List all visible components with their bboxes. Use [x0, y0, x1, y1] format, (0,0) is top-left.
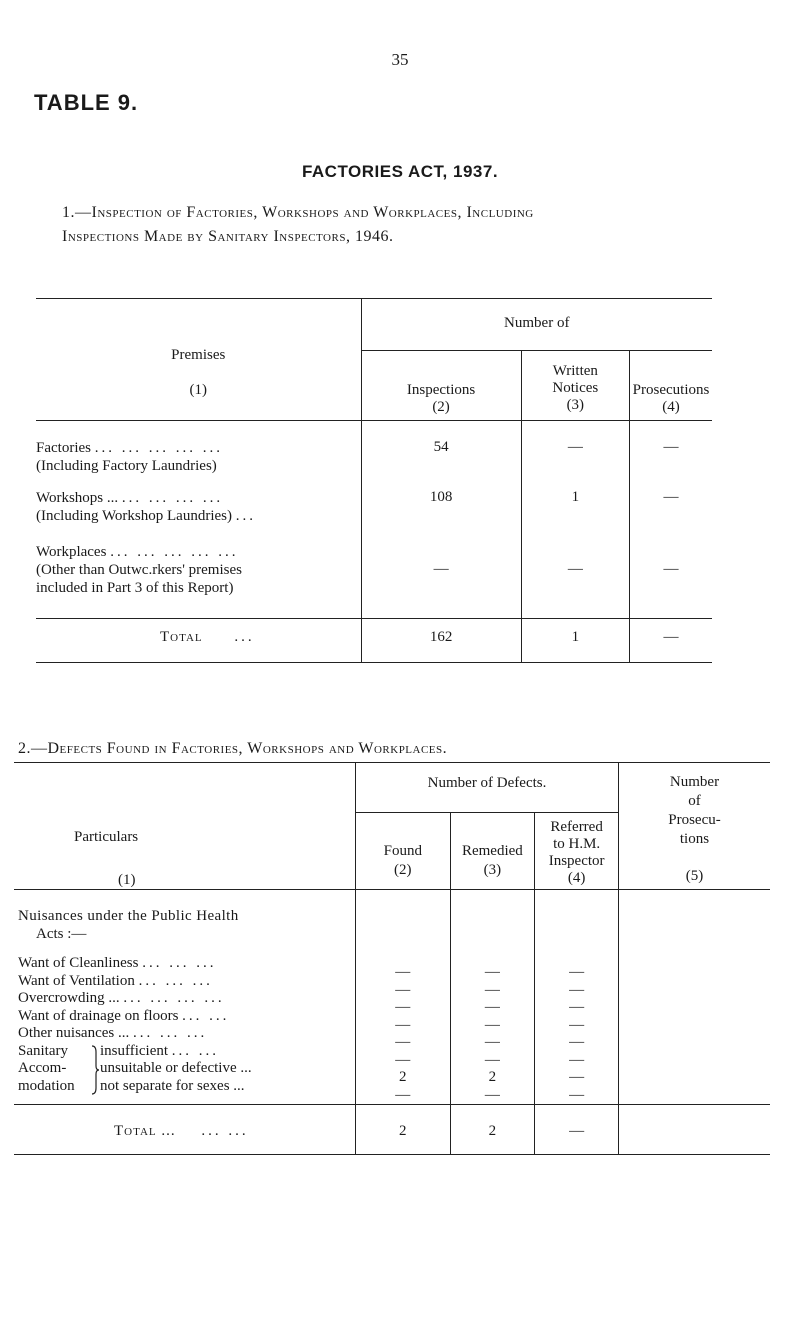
- cell-found: 2: [399, 1069, 407, 1085]
- total-found: 2: [356, 1105, 450, 1155]
- referred-label-3: Inspector: [548, 852, 605, 869]
- accom-label: Accom-: [18, 1060, 67, 1076]
- total-notices: 1: [521, 619, 629, 663]
- cell-referred: —: [569, 1034, 585, 1050]
- remedied-num: (3): [483, 861, 502, 878]
- cell-prosecutions: —: [630, 477, 712, 537]
- total-row: [14, 1105, 770, 1155]
- prosecutions-header: [618, 763, 770, 890]
- sanitary-label: Sanitary: [18, 1042, 68, 1059]
- cell-found: —: [395, 1086, 411, 1103]
- found-column: [356, 890, 450, 1105]
- written-notices-label-1: Written: [552, 363, 598, 379]
- section1-title: [62, 201, 762, 249]
- prosecutions-label: Prosecutions: [632, 382, 710, 398]
- cell-referred: —: [569, 981, 585, 998]
- defects-table: [14, 762, 770, 1155]
- particulars-column: [14, 890, 356, 1105]
- cell-inspections: 54: [361, 421, 521, 477]
- cell-inspections: —: [361, 537, 521, 619]
- table-row: [36, 421, 712, 477]
- cell-remedied: —: [484, 999, 500, 1015]
- cell-referred: —: [569, 1051, 585, 1068]
- total-prosecutions: [618, 1105, 770, 1155]
- cell-notices: 1: [521, 477, 629, 537]
- cell-prosecutions: —: [630, 537, 712, 619]
- cell-remedied: —: [484, 1051, 500, 1068]
- inspections-table: [36, 298, 712, 663]
- number-of-header: [361, 299, 712, 351]
- list-item: Other nuisances ... ... ... ...: [18, 1025, 208, 1041]
- prosecutions-num: (5): [685, 868, 704, 884]
- cell-prosecutions: —: [630, 421, 712, 477]
- cell-found: —: [395, 981, 411, 998]
- cell-referred: —: [569, 1069, 585, 1085]
- cell-remedied: —: [484, 1016, 500, 1033]
- remedied-label: Remedied: [461, 842, 523, 859]
- referred-label-1: Referred: [550, 818, 603, 835]
- cell-remedied: —: [484, 1086, 500, 1103]
- total-inspections: 162: [361, 619, 521, 663]
- list-item: Want of Ventilation ... ... ...: [18, 972, 213, 989]
- nuisances-heading-1: Nuisances under the Public Health: [18, 908, 239, 924]
- written-notices-num: (3): [566, 397, 585, 413]
- cell-found: —: [395, 1034, 411, 1050]
- prosecutions-header: [630, 351, 712, 421]
- cell-notices: —: [521, 421, 629, 477]
- cell-referred: —: [569, 999, 585, 1015]
- number-of-defects-label: Number of Defects.: [427, 775, 547, 791]
- brace-icon: [90, 1044, 100, 1096]
- number-of-label: Number of: [504, 315, 570, 331]
- prosecutions-label-2: of: [688, 793, 701, 809]
- row-sublabel-2: included in Part 3 of this Report): [36, 579, 234, 596]
- cell-remedied: —: [484, 1034, 500, 1050]
- total-row: [36, 619, 712, 663]
- prosecutions-num: (4): [662, 399, 680, 415]
- act-title: FACTORIES ACT, 1937.: [301, 162, 499, 181]
- section1-title-line1: 1.—Inspection of Factories, Workshops and Workplaces, Including: [62, 204, 534, 221]
- written-notices-label-2: Notices: [552, 380, 599, 396]
- particulars-header: [14, 763, 356, 890]
- referred-num: (4): [567, 869, 586, 886]
- found-num: (2): [394, 861, 412, 878]
- row-label: Workshops ... ... ... ... ...: [36, 489, 224, 506]
- prosecutions-column: [618, 890, 770, 1105]
- cell-referred: —: [569, 1016, 585, 1033]
- particulars-label: Particulars: [74, 829, 139, 845]
- cell-inspections: 108: [361, 477, 521, 537]
- list-item: Want of drainage on floors ... ...: [18, 1007, 230, 1024]
- cell-remedied: 2: [488, 1069, 497, 1085]
- prosecutions-label-3: Prosecu-: [668, 812, 721, 828]
- cell-found: —: [395, 964, 411, 980]
- referred-column: [535, 890, 619, 1105]
- total-label: Total ... ... ...: [114, 1123, 249, 1139]
- particulars-num: (1): [118, 872, 136, 888]
- prosecutions-label-4: tions: [679, 831, 710, 847]
- cell-referred: —: [569, 1086, 585, 1103]
- number-of-defects-header: [356, 763, 619, 813]
- list-item: insufficient ... ...: [100, 1042, 220, 1059]
- cell-notices: —: [521, 537, 629, 619]
- sanitary-left-labels: [18, 1043, 90, 1096]
- cell-found: —: [395, 1051, 411, 1068]
- nuisances-heading-2: Acts :—: [36, 925, 87, 942]
- page-number: 35: [391, 50, 409, 69]
- inspections-num: (2): [432, 399, 450, 415]
- premises-num: (1): [189, 382, 207, 398]
- modation-label: modation: [18, 1077, 75, 1094]
- inspections-label: Inspections: [406, 382, 476, 398]
- remedied-column: [450, 890, 535, 1105]
- row-label: Factories ... ... ... ... ...: [36, 440, 223, 456]
- cell-remedied: —: [484, 964, 500, 980]
- list-item: unsuitable or defective ...: [100, 1060, 252, 1076]
- sanitary-accommodation-group: [18, 1043, 355, 1096]
- cell-found: —: [395, 999, 411, 1015]
- row-sublabel: (Other than Outwc.rkers' premises: [36, 561, 242, 578]
- cell-remedied: —: [484, 981, 500, 998]
- row-sublabel: (Including Factory Laundries): [36, 458, 217, 474]
- total-referred: —: [535, 1105, 619, 1155]
- row-sublabel: (Including Workshop Laundries) ...: [36, 507, 256, 524]
- defects-body: [14, 890, 770, 1105]
- total-label: Total ...: [160, 629, 255, 645]
- list-item: Want of Cleanliness ... ... ...: [18, 955, 217, 971]
- referred-label-2: to H.M.: [553, 835, 601, 852]
- total-remedied: 2: [450, 1105, 535, 1155]
- referred-header: [535, 812, 619, 889]
- cell-referred: —: [569, 964, 585, 980]
- written-notices-header: [521, 351, 629, 421]
- remedied-header: [450, 812, 535, 889]
- table-label: TABLE 9.: [34, 90, 139, 115]
- found-label: Found: [383, 842, 422, 859]
- prosecutions-label-1: Number: [669, 774, 720, 790]
- table-row: [36, 477, 712, 537]
- premises-header: [36, 299, 361, 421]
- section1-title-line2: Inspections Made by Sanitary Inspectors, 1946.: [62, 228, 394, 245]
- cell-found: —: [395, 1016, 411, 1033]
- list-item: not separate for sexes ...: [100, 1077, 245, 1094]
- premises-label: Premises: [171, 347, 226, 363]
- inspections-header: [361, 351, 521, 421]
- total-prosecutions: —: [630, 619, 712, 663]
- list-item: Overcrowding ... ... ... ... ...: [18, 990, 225, 1006]
- sanitary-items: [100, 1043, 252, 1096]
- found-header: [356, 812, 450, 889]
- row-label: Workplaces ... ... ... ... ...: [36, 543, 239, 560]
- table-row: [36, 537, 712, 619]
- section2-title: 2.—Defects Found in Factories, Workshops and Workplaces.: [18, 740, 448, 757]
